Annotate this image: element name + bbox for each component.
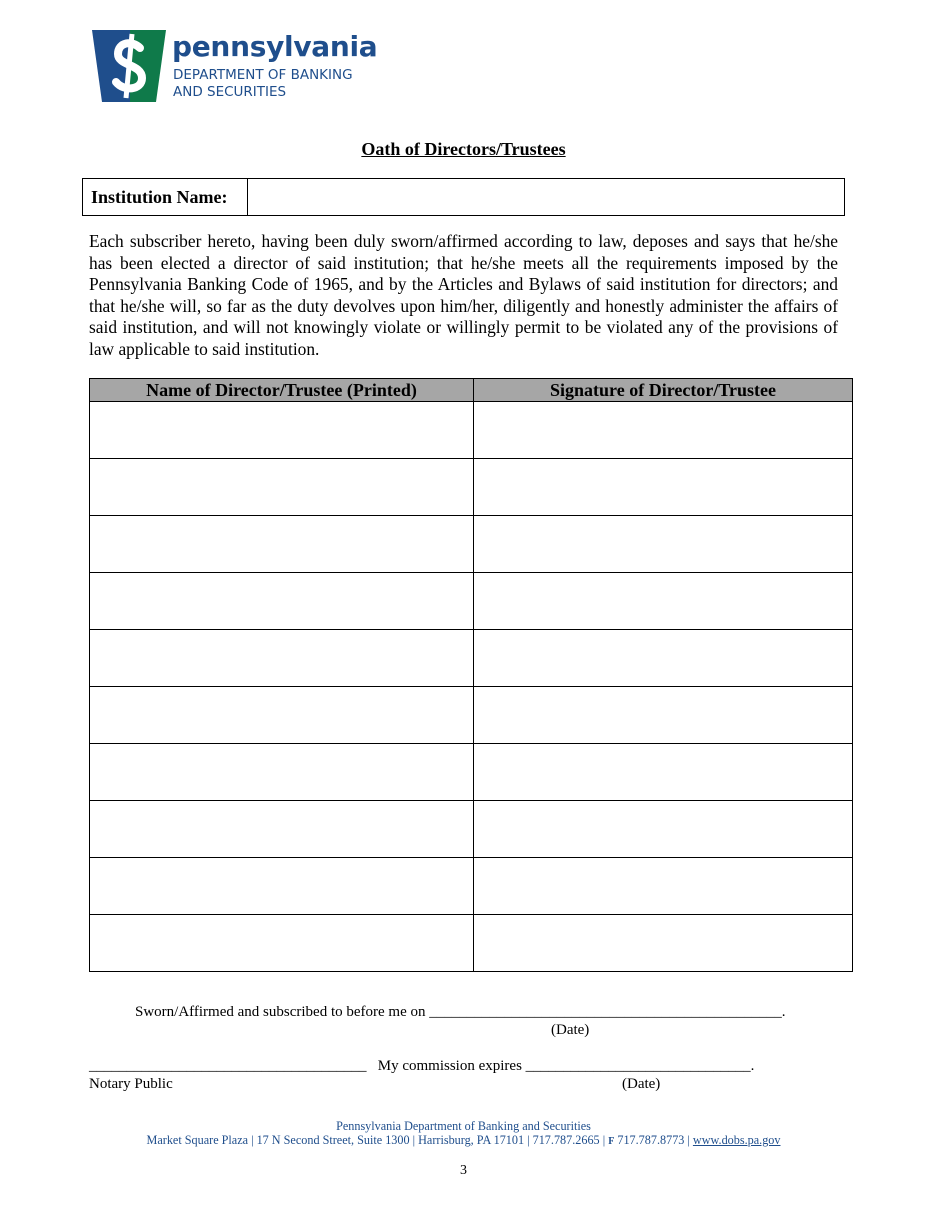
director-name-cell[interactable] bbox=[90, 459, 474, 516]
footer-address: Market Square Plaza | 17 N Second Street, Suite 1300 | Harrisburg, PA 17101 | 717.787.2665 | bbox=[146, 1133, 609, 1147]
footer-fax-prefix: F bbox=[608, 1136, 615, 1147]
institution-name-label: Institution Name: bbox=[83, 179, 248, 215]
table-row bbox=[90, 516, 853, 573]
table-row bbox=[90, 858, 853, 915]
director-signature-cell[interactable] bbox=[474, 744, 853, 801]
director-signature-cell[interactable] bbox=[474, 630, 853, 687]
date-caption-sworn: (Date) bbox=[551, 1022, 590, 1038]
director-signature-cell[interactable] bbox=[474, 801, 853, 858]
footer-fax: 717.787.8773 | bbox=[614, 1133, 693, 1147]
table-row bbox=[90, 687, 853, 744]
footer-website-link[interactable]: www.dobs.pa.gov bbox=[692, 1133, 781, 1147]
director-signature-cell[interactable] bbox=[474, 858, 853, 915]
table-row bbox=[90, 801, 853, 858]
table-row bbox=[90, 402, 853, 459]
director-signature-cell[interactable] bbox=[474, 459, 853, 516]
director-name-cell[interactable] bbox=[90, 402, 474, 459]
logo-brand-text: pennsylvania bbox=[172, 30, 378, 63]
document-title: Oath of Directors/Trustees bbox=[361, 139, 566, 159]
director-name-cell[interactable] bbox=[90, 687, 474, 744]
logo-subtitle-line1: DEPARTMENT OF BANKING bbox=[173, 67, 353, 83]
column-header-signature: Signature of Director/Trustee bbox=[474, 379, 853, 402]
director-signature-cell[interactable] bbox=[474, 402, 853, 459]
oath-paragraph: Each subscriber hereto, having been duly sworn/affirmed according to law, deposes and says that he/she has been elected a director of said institution; that he/she meets all the requirements imposed by the Pennsylvania Banking Code of 1965, and by the Articles and Bylaws of said institution for directors; and that he/she will, so far as the duty devolves upon him/her, diligently and honestly administer the affairs of said institution, and will not knowingly violate or willingly permit to be violated any of the provisions of law applicable to said institution. bbox=[89, 231, 838, 359]
footer-contact-line bbox=[0, 1133, 927, 1148]
director-name-cell[interactable] bbox=[90, 630, 474, 687]
page-number: 3 bbox=[460, 1163, 467, 1178]
footer-org-name: Pennsylvania Department of Banking and Securities bbox=[336, 1119, 591, 1133]
institution-name-field[interactable] bbox=[249, 179, 844, 215]
table-row bbox=[90, 744, 853, 801]
director-name-cell[interactable] bbox=[90, 858, 474, 915]
director-name-cell[interactable] bbox=[90, 915, 474, 972]
director-signature-cell[interactable] bbox=[474, 915, 853, 972]
date-caption-commission: (Date) bbox=[622, 1076, 661, 1092]
notary-commission-line[interactable]: _____________________________________ My commission expires ______________________________. bbox=[89, 1058, 755, 1074]
directors-signature-table bbox=[89, 378, 853, 972]
keystone-dollar-icon bbox=[92, 28, 166, 102]
director-name-cell[interactable] bbox=[90, 516, 474, 573]
table-row bbox=[90, 573, 853, 630]
institution-name-row bbox=[82, 178, 845, 216]
table-row bbox=[90, 459, 853, 516]
director-signature-cell[interactable] bbox=[474, 516, 853, 573]
notary-public-label: Notary Public bbox=[89, 1076, 173, 1092]
table-header-row bbox=[90, 379, 853, 402]
sworn-date-line[interactable]: Sworn/Affirmed and subscribed to before me on _______________________________________________. bbox=[135, 1004, 786, 1020]
director-name-cell[interactable] bbox=[90, 744, 474, 801]
table-row bbox=[90, 630, 853, 687]
table-row bbox=[90, 915, 853, 972]
director-signature-cell[interactable] bbox=[474, 687, 853, 744]
director-name-cell[interactable] bbox=[90, 573, 474, 630]
logo-subtitle-line2: AND SECURITIES bbox=[173, 84, 287, 100]
director-name-cell[interactable] bbox=[90, 801, 474, 858]
pa-dobs-logo bbox=[92, 28, 382, 104]
director-signature-cell[interactable] bbox=[474, 573, 853, 630]
column-header-name: Name of Director/Trustee (Printed) bbox=[90, 379, 474, 402]
